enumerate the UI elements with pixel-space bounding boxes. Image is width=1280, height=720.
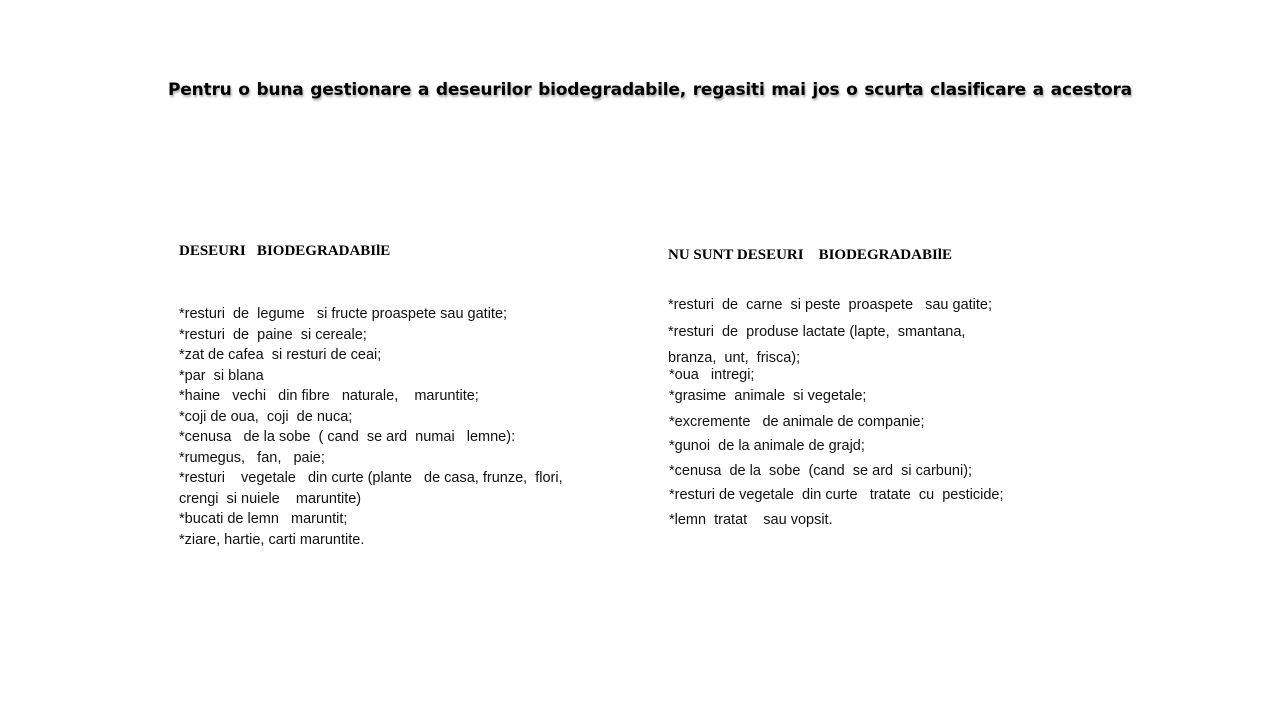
list-item: *lemn tratat sau vopsit. [669, 512, 833, 528]
list-item: *ziare, hartie, carti maruntite. [179, 531, 365, 548]
biodegradable-heading: DESEURI BIODEGRADABIlE [179, 243, 391, 259]
list-item: *oua intregi; [669, 367, 755, 383]
biodegradable-list [179, 304, 563, 550]
list-item: *resturi de produse lactate (lapte, smantana, [668, 324, 966, 340]
list-item: branza, unt, frisca); [668, 350, 801, 366]
list-item: *bucati de lemn maruntit; [179, 511, 348, 527]
list-item: *par si blana [179, 367, 264, 384]
list-item: crengi si nuiele maruntite) [179, 490, 362, 507]
non-biodegradable-heading: NU SUNT DESEURI BIODEGRADABIlE [668, 247, 952, 263]
list-item: *resturi de legume si fructe proaspete sau gatite; [179, 306, 508, 322]
list-item: *cenusa de la sobe (cand se ard si carbuni); [669, 463, 973, 479]
list-item: *coji de oua, coji de nuca; [179, 408, 353, 425]
list-item: *zat de cafea si resturi de ceai; [179, 347, 382, 363]
list-item: *resturi vegetale din curte (plante de casa, frunze, flori, [179, 470, 563, 486]
list-item: *resturi de vegetale din curte tratate cu pesticide; [669, 487, 1004, 503]
list-item: *gunoi de la animale de grajd; [669, 438, 865, 454]
list-item: *excremente de animale de companie; [669, 414, 925, 430]
slide-title: Pentru o buna gestionare a deseurilor biodegradabile, regasiti mai jos o scurta clasificare a acestora [168, 80, 1132, 100]
list-item: *resturi de carne si peste proaspete sau gatite; [668, 297, 993, 313]
list-item: *haine vechi din fibre naturale, maruntite; [179, 388, 479, 404]
list-item: *resturi de paine si cereale; [179, 326, 367, 343]
list-item: *grasime animale si vegetale; [669, 388, 867, 404]
list-item: *cenusa de la sobe ( cand se ard numai lemne): [179, 429, 516, 445]
list-item: *rumegus, fan, paie; [179, 449, 325, 466]
